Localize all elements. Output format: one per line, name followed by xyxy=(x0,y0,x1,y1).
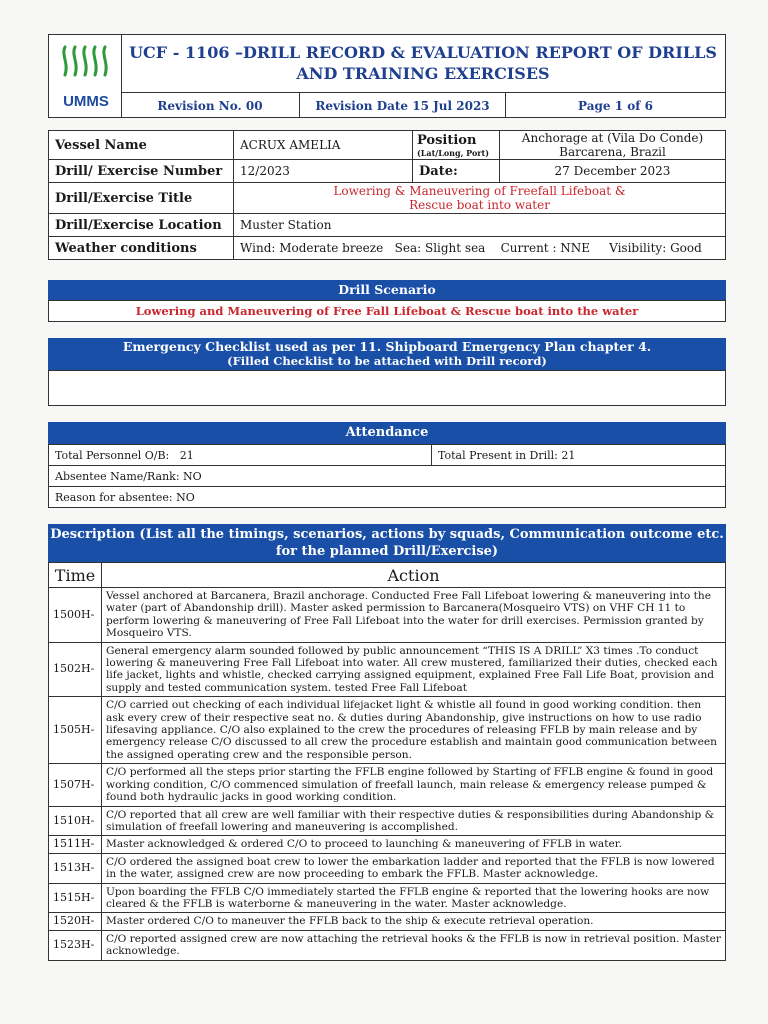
table-row xyxy=(49,853,726,883)
weather-value: Wind: Moderate breeze Sea: Slight sea Current : NNE Visibility: Good xyxy=(234,237,726,260)
document-header xyxy=(48,34,726,118)
row-time: 1513H- xyxy=(49,853,102,883)
table-row xyxy=(49,642,726,697)
checklist-box xyxy=(48,370,726,406)
row-action: C/O performed all the steps prior starting the FFLB engine followed by Starting of FFLB engine & found in good working condition, C/O commenced simulation of freefall launch, main release & emergency release pumped & found both hydraulic jacks in good working condition. xyxy=(102,764,726,806)
logo-waves-icon xyxy=(59,43,113,79)
row-action: General emergency alarm sounded followed by public announcement “THIS IS A DRILL” X3 times .To conduct lowering & maneuvering Free Fall Lifeboat into water. All crew mustered, familiarized their duties, checked each life jacket, lights and whistle, checked carrying assigned equipment, explained Free Fall Life Boat, provision and supply and tested communication system. tested Free Fall Lifeboat xyxy=(102,642,726,697)
description-heading: Description (List all the timings, scenarios, actions by squads, Communication outcome etc. for the planned Drill/Exercise) xyxy=(48,524,726,562)
row-time: 1511H- xyxy=(49,836,102,853)
revision-number: Revision No. 00 xyxy=(157,98,263,113)
drill-title-value: Lowering & Maneuvering of Freefall Lifeboat & Rescue boat into water xyxy=(234,183,726,214)
position-label: Position (Lat/Long, Port) xyxy=(413,131,500,160)
row-action: Master acknowledged & ordered C/O to proceed to launching & maneuvering of FFLB in water. xyxy=(102,836,726,853)
table-row xyxy=(49,883,726,913)
vessel-info-table xyxy=(48,130,726,260)
row-action: Master ordered C/O to maneuver the FFLB back to the ship & execute retrieval operation. xyxy=(102,913,726,930)
drill-scenario-heading: Drill Scenario xyxy=(48,280,726,300)
row-action: C/O carried out checking of each individual lifejacket light & whistle all found in good working condition. then ask every crew of their respective seat no. & duties during Abandonship, give instructions on how to use radio lifesaving appliance. C/O also explained to the crew the procedures of releasing FFLB by main release and by emergency release C/O discussed to all crew the procedure establish and maintain good communication between the assigned operating crew and the responsible person. xyxy=(102,697,726,764)
action-column-header: Action xyxy=(102,563,726,588)
table-row xyxy=(49,806,726,836)
row-time: 1505H- xyxy=(49,697,102,764)
weather-label: Weather conditions xyxy=(49,237,234,260)
table-row xyxy=(49,913,726,930)
date-value: 27 December 2023 xyxy=(500,160,726,183)
position-value: Anchorage at (Vila Do Conde) Barcarena, Brazil xyxy=(500,131,726,160)
table-row xyxy=(49,930,726,960)
vessel-name-value: ACRUX AMELIA xyxy=(234,131,413,160)
row-time: 1502H- xyxy=(49,642,102,697)
table-row xyxy=(49,697,726,764)
logo-text: UMMS xyxy=(63,93,109,110)
row-action: Vessel anchored at Barcanera, Brazil anchorage. Conducted Free Fall Lifeboat lowering & maneuvering into the water (part of Abandonship drill). Master asked permission to Barcanera(Mosqueiro VTS) on VHF CH 11 to perform lowering & maneuvering of Free Fall Lifeboat into the water for drill exercises. Permission granted by Mosqueiro VTS. xyxy=(102,588,726,643)
row-time: 1523H- xyxy=(49,930,102,960)
attendance-table xyxy=(48,444,726,508)
revision-row xyxy=(121,92,725,118)
page-number: Page 1 of 6 xyxy=(505,93,725,118)
row-action: C/O reported that all crew are well familiar with their respective duties & responsibilities during Abandonship & simulation of freefall lowering and maneuvering is accomplished. xyxy=(102,806,726,836)
drill-scenario-text: Lowering and Maneuvering of Free Fall Lifeboat & Rescue boat into the water xyxy=(48,300,726,322)
table-row xyxy=(49,588,726,643)
drill-number-label: Drill/ Exercise Number xyxy=(49,160,234,183)
row-time: 1507H- xyxy=(49,764,102,806)
time-column-header: Time xyxy=(49,563,102,588)
document-title: UCF - 1106 –DRILL RECORD & EVALUATION REPORT OF DRILLS AND TRAINING EXERCISES xyxy=(129,43,717,83)
drill-title-label: Drill/Exercise Title xyxy=(49,183,234,214)
absentee-name: Absentee Name/Rank: NO xyxy=(49,466,726,487)
vessel-name-label: Vessel Name xyxy=(49,131,234,160)
row-time: 1500H- xyxy=(49,588,102,643)
drill-location-value: Muster Station xyxy=(234,214,726,237)
total-personnel: Total Personnel O/B: 21 xyxy=(49,445,432,466)
row-time: 1520H- xyxy=(49,913,102,930)
row-action: C/O reported assigned crew are now attaching the retrieval hooks & the FFLB is now in retrieval position. Master acknowledge. xyxy=(102,930,726,960)
total-present: Total Present in Drill: 21 xyxy=(432,445,726,466)
company-logo xyxy=(49,35,122,117)
row-time: 1515H- xyxy=(49,883,102,913)
row-action: Upon boarding the FFLB C/O immediately started the FFLB engine & reported that the lowering hooks are now cleared & the FFLB is waterborne & maneuvering in the water. Master acknowledge. xyxy=(102,883,726,913)
row-action: C/O ordered the assigned boat crew to lower the embarkation ladder and reported that the FFLB is now lowered in the water, assigned crew are now proceeding to embark the FFLB. Master acknowledge. xyxy=(102,853,726,883)
table-row xyxy=(49,836,726,853)
revision-date: Revision Date 15 Jul 2023 xyxy=(299,93,505,118)
checklist-heading: Emergency Checklist used as per 11. Shipboard Emergency Plan chapter 4. (Filled Checklist to be attached with Drill record) xyxy=(48,338,726,370)
drill-location-label: Drill/Exercise Location xyxy=(49,214,234,237)
attendance-heading: Attendance xyxy=(48,422,726,444)
absentee-reason: Reason for absentee: NO xyxy=(49,487,726,508)
table-row xyxy=(49,764,726,806)
row-time: 1510H- xyxy=(49,806,102,836)
drill-number-value: 12/2023 xyxy=(234,160,413,183)
description-table xyxy=(48,562,726,961)
date-label: Date: xyxy=(413,160,500,183)
